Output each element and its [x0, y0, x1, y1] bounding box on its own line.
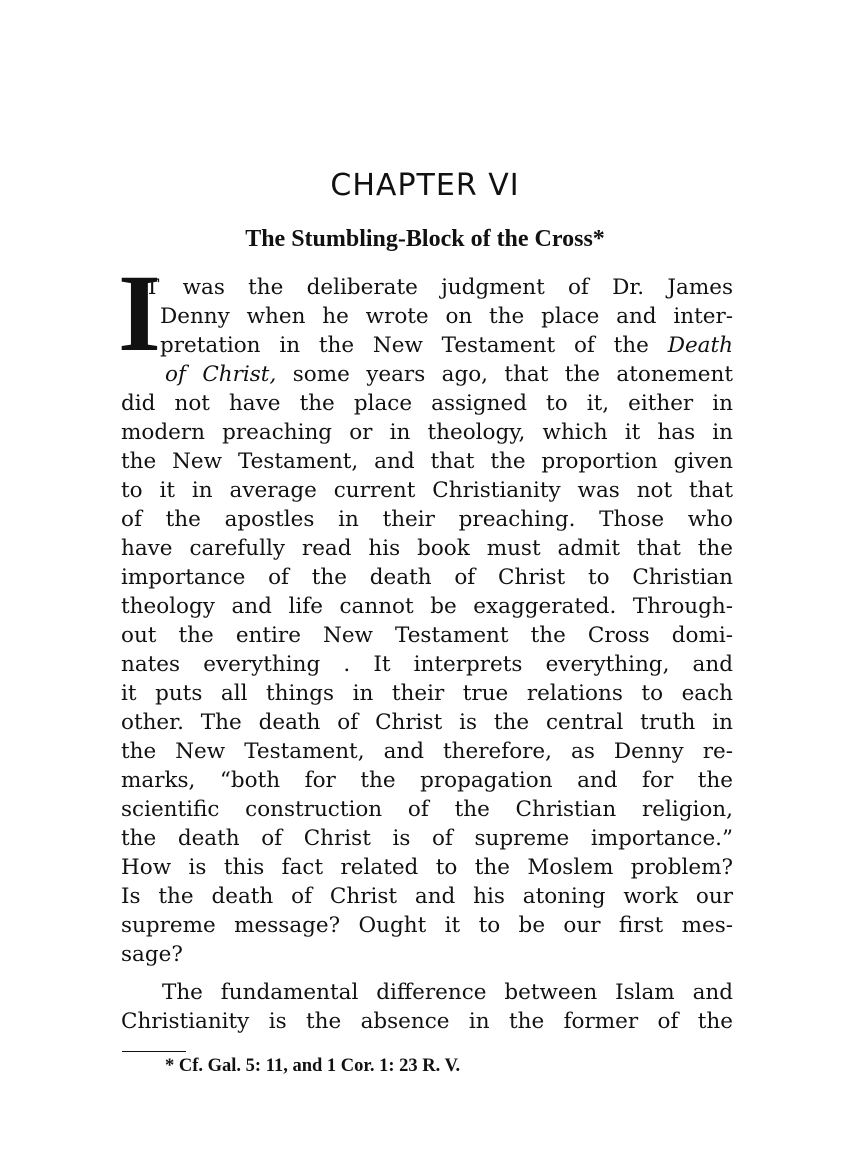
text-line: nates everything . It interprets everything, and — [121, 652, 733, 677]
text-line: Is the death of Christ and his atoning work our — [121, 884, 733, 909]
footnote-rule — [122, 1051, 186, 1052]
text-line: to it in average current Christianity was not that — [121, 478, 733, 503]
text-line: Christianity is the absence in the former of the — [121, 1009, 733, 1034]
text-line: importance of the death of Christ to Christian — [121, 565, 733, 590]
text-line: scientific construction of the Christian religion, — [121, 797, 733, 822]
footnote: * Cf. Gal. 5: 11, and 1 Cor. 1: 23 R. V. — [165, 1056, 461, 1076]
chapter-heading: CHAPTER VI — [330, 168, 520, 203]
text-line: sage? — [121, 942, 183, 967]
text-line: How is this fact related to the Moslem problem? — [121, 855, 733, 880]
text-line: out the entire New Testament the Cross domi- — [121, 623, 733, 648]
text-line: marks, “both for the propagation and for the — [121, 768, 733, 793]
text-line: the death of Christ is of supreme importance.” — [121, 826, 733, 851]
text-line: The fundamental difference between Islam and — [162, 980, 733, 1005]
italic-text: Death — [667, 333, 733, 358]
drop-cap: I — [118, 252, 161, 374]
text-line: T was the deliberate judgment of Dr. James — [145, 275, 733, 300]
text-line: of the apostles in their preaching. Those who — [121, 507, 733, 532]
text-segment: some years ago, that the atonement — [292, 362, 733, 387]
italic-text: of Christ, — [165, 362, 277, 387]
text-line: Denny when he wrote on the place and inter- — [160, 304, 733, 329]
text-line: have carefully read his book must admit that the — [121, 536, 733, 561]
text-line: theology and life cannot be exaggerated. Through- — [121, 594, 733, 619]
text-line: modern preaching or in theology, which it has in — [121, 420, 733, 445]
chapter-title: The Stumbling-Block of the Cross* — [245, 226, 605, 252]
text-segment: pretation in the New Testament of the — [160, 333, 649, 358]
text-line: other. The death of Christ is the central truth in — [121, 710, 733, 735]
text-line: supreme message? Ought it to be our first mes- — [121, 913, 733, 938]
text-line: the New Testament, and therefore, as Denny re- — [121, 739, 733, 764]
text-line — [165, 360, 733, 389]
text-line: it puts all things in their true relations to each — [121, 681, 733, 706]
text-line: the New Testament, and that the proportion given — [121, 449, 733, 474]
text-line — [160, 331, 733, 360]
text-line: did not have the place assigned to it, either in — [121, 391, 733, 416]
